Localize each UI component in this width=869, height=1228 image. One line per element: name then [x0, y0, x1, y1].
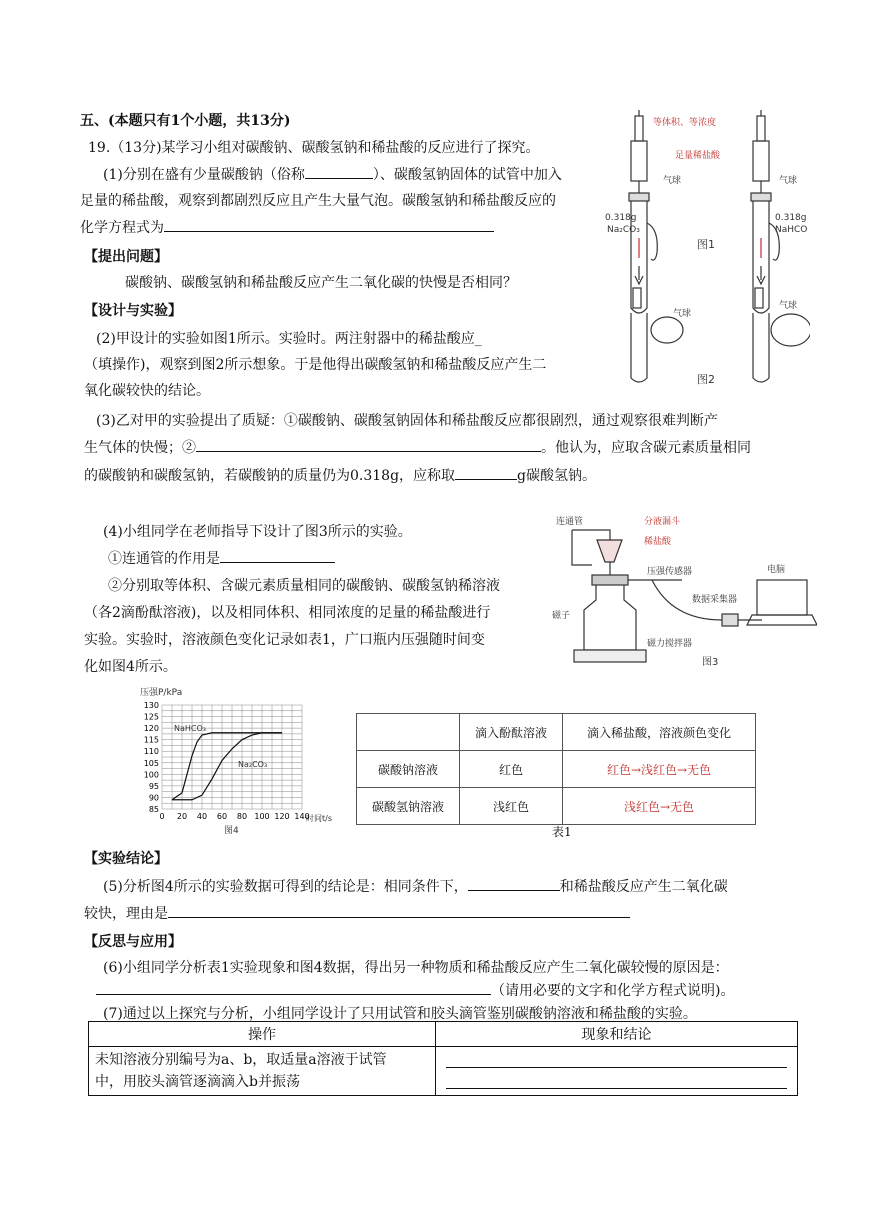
fig1-balloon-left: 气球 — [663, 176, 682, 186]
x-tick-label: 40 — [196, 812, 208, 821]
fig1-caption: 图1 — [697, 238, 715, 251]
question-text: 碳酸钠、碳酸氢钠和稀盐酸反应产生二氧化碳的快慢是否相同？ — [125, 275, 517, 291]
x-tick-label: 140 — [294, 812, 310, 821]
fig3-collector: 数据采集器 — [692, 595, 738, 605]
t1-cell: 浅红色→无色 — [563, 788, 756, 825]
question-intro: 19.（13分)某学习小组对碳酸钠、碳酸氢钠和稀盐酸的反应进行了探究。 — [88, 140, 540, 156]
x-tick-label: 20 — [176, 812, 188, 821]
t1-cell: 碳酸钠溶液 — [357, 751, 460, 788]
fig3-lianton: 连通管 — [556, 517, 584, 527]
series-label-nahco3: NaHCO₃ — [174, 724, 206, 733]
table-1-caption: 表1 — [552, 825, 572, 839]
y-tick-label: 105 — [143, 758, 159, 768]
t1-cell: 浅红色 — [460, 788, 563, 825]
q1-line3: 化学方程式为 — [80, 217, 494, 237]
y-tick-label: 90 — [148, 793, 159, 803]
q4-line1: (4)小组同学在老师指导下设计了图3所示的实验。 — [103, 524, 412, 540]
t1-cell: 红色→浅红色→无色 — [563, 751, 756, 788]
fig4-ylabel: 压强P/kPa — [140, 688, 183, 698]
x-tick-label: 80 — [236, 812, 248, 821]
y-tick-label: 130 — [143, 701, 159, 710]
q4-line5: 实验。实验时，溶液颜色变化记录如表1，广口瓶内压强随时间变 — [84, 632, 485, 648]
q2-line1: (2)甲设计的实验如图1所示。实验时。两注射器中的稀盐酸应_ — [96, 331, 482, 347]
q2-line2: （填操作)，观察到图2所示想象。于是他得出碳酸氢钠和稀盐酸反应产生二 — [84, 357, 547, 373]
table-row — [357, 751, 756, 788]
ops-operation-cell: 未知溶液分别编号为a、b，取适量a溶液于试管 中，用胶头滴管逐滴滴入b并振荡 — [89, 1047, 436, 1096]
fig3-stirrer: 磁力搅拌器 — [647, 639, 693, 649]
fig2-caption: 图2 — [697, 373, 715, 386]
q5-line2: 较快，理由是 — [84, 903, 630, 923]
x-tick-label: 0 — [159, 812, 165, 821]
t1-cell: 红色 — [460, 751, 563, 788]
fig4-caption: 图4 — [224, 826, 239, 836]
q5-line1: (5)分析图4所示的实验数据可得到的结论是：相同条件下， 和稀盐酸反应产生二氧化碳 — [103, 876, 728, 896]
fig1-mass-left: 0.318g — [605, 213, 637, 223]
table-row — [357, 788, 756, 825]
q4-line3: ②分别取等体积、含碳元素质量相同的碳酸钠、碳酸氢钠稀溶液 — [108, 578, 500, 594]
q1-line1: (1)分别在盛有少量碳酸钠（俗称 ）、碳酸氢钠固体的试管中加入 — [103, 164, 562, 184]
section-title: 五、(本题只有1个小题，共13分) — [80, 113, 291, 129]
series-label-na2co3: Na₂CO₃ — [238, 760, 268, 769]
y-tick-label: 95 — [148, 781, 159, 791]
heading-question: 【提出问题】 — [84, 249, 168, 265]
heading-reflect: 【反思与应用】 — [84, 934, 182, 950]
blank-q5-reason[interactable] — [168, 903, 630, 918]
q4-line2: ①连通管的作用是 — [108, 548, 335, 568]
q3-line3: 的碳酸钠和碳酸氢钠，若碳酸钠的质量仍为0.318g，应称取 g碳酸氢钠。 — [84, 465, 596, 485]
fig1-label-top2: 足量稀盐酸 — [675, 151, 721, 161]
y-tick-label: 115 — [143, 735, 159, 745]
q4-line4: （各2滴酚酞溶液)，以及相同体积、相同浓度的足量的稀盐酸进行 — [84, 605, 491, 621]
y-tick-label: 120 — [143, 724, 159, 734]
fig1-chem-right: NaHCO — [775, 225, 808, 235]
y-tick-label: 110 — [143, 747, 159, 757]
blank-tube-function[interactable] — [220, 548, 335, 563]
blank-equation[interactable] — [164, 217, 494, 232]
figure-4-chart — [136, 683, 336, 838]
blank-faster-substance[interactable] — [468, 876, 560, 891]
fig3-caption: 图3 — [702, 657, 719, 668]
fig1-chem-left: Na₂CO₃ — [607, 225, 640, 235]
ops-result-cell[interactable] — [436, 1047, 798, 1096]
heading-design: 【设计与实验】 — [84, 303, 182, 319]
fig2-balloon-left: 气球 — [673, 309, 692, 319]
t1-header-empty — [357, 714, 460, 751]
fig4-xlabel: 时间t/s — [306, 814, 332, 823]
table-row — [89, 1047, 798, 1096]
fig2-balloon-right: 气球 — [779, 301, 798, 311]
q4-line6: 化如图4所示。 — [84, 659, 177, 675]
y-tick-label: 125 — [143, 712, 159, 722]
q3-line1: (3)乙对甲的实验提出了质疑：①碳酸钠、碳酸氢钠固体和稀盐酸反应都很剧烈，通过观察很难判断产 — [96, 413, 718, 429]
q2-line3: 氧化碳较快的结论。 — [84, 383, 210, 399]
ops-header-operation: 操作 — [89, 1022, 436, 1047]
t1-cell: 碳酸氢钠溶液 — [357, 788, 460, 825]
q1-line2: 足量的稀盐酸，观察到都剧烈反应且产生大量气泡。碳酸氢钠和稀盐酸反应的 — [80, 193, 556, 209]
blank-q6-reason[interactable] — [96, 980, 491, 995]
q6-line2: （请用必要的文字和化学方程式说明)。 — [96, 980, 734, 1000]
x-tick-label: 100 — [254, 812, 270, 821]
t1-header-2: 滴入稀盐酸，溶液颜色变化 — [563, 714, 756, 751]
blank-mass[interactable] — [455, 465, 517, 480]
fig1-mass-right: 0.318g — [775, 213, 807, 223]
figure-1-2 — [605, 108, 810, 393]
answer-line[interactable] — [446, 1049, 787, 1068]
t1-header-1: 滴入酚酞溶液 — [460, 714, 563, 751]
q6-line1: (6)小组同学分析表1实验现象和图4数据，得出另一种物质和稀盐酸反应产生二氧化碳较慢的原因是： — [103, 960, 729, 976]
fig1-balloon-right: 气球 — [779, 176, 798, 186]
fig1-label-top: 等体积、等浓度 — [653, 118, 717, 128]
fig3-acid: 稀盐酸 — [644, 537, 672, 547]
y-tick-label: 85 — [148, 805, 159, 814]
q3-line2: 生气体的快慢；② 。他认为，应取含碳元素质量相同 — [84, 437, 751, 457]
x-tick-label: 120 — [274, 812, 290, 821]
table-1 — [356, 713, 756, 825]
ops-header-result: 现象和结论 — [436, 1022, 798, 1047]
answer-line[interactable] — [446, 1070, 787, 1089]
x-tick-label: 60 — [216, 812, 228, 821]
blank-reason[interactable] — [196, 437, 541, 452]
fig3-computer: 电脑 — [767, 565, 786, 575]
blank-common-name[interactable] — [305, 164, 373, 179]
fig3-funnel: 分液漏斗 — [644, 517, 681, 527]
q7-line1: (7)通过以上探究与分析，小组同学设计了只用试管和胶头滴管鉴别碳酸钠溶液和稀盐酸的实验。 — [103, 1006, 697, 1022]
fig3-sensor: 压强传感器 — [647, 567, 693, 577]
figure-3 — [552, 510, 817, 670]
fig3-magnet: 磁子 — [552, 611, 571, 621]
operations-table — [88, 1021, 798, 1096]
y-tick-label: 100 — [143, 770, 159, 780]
heading-conclusion: 【实验结论】 — [84, 851, 168, 867]
